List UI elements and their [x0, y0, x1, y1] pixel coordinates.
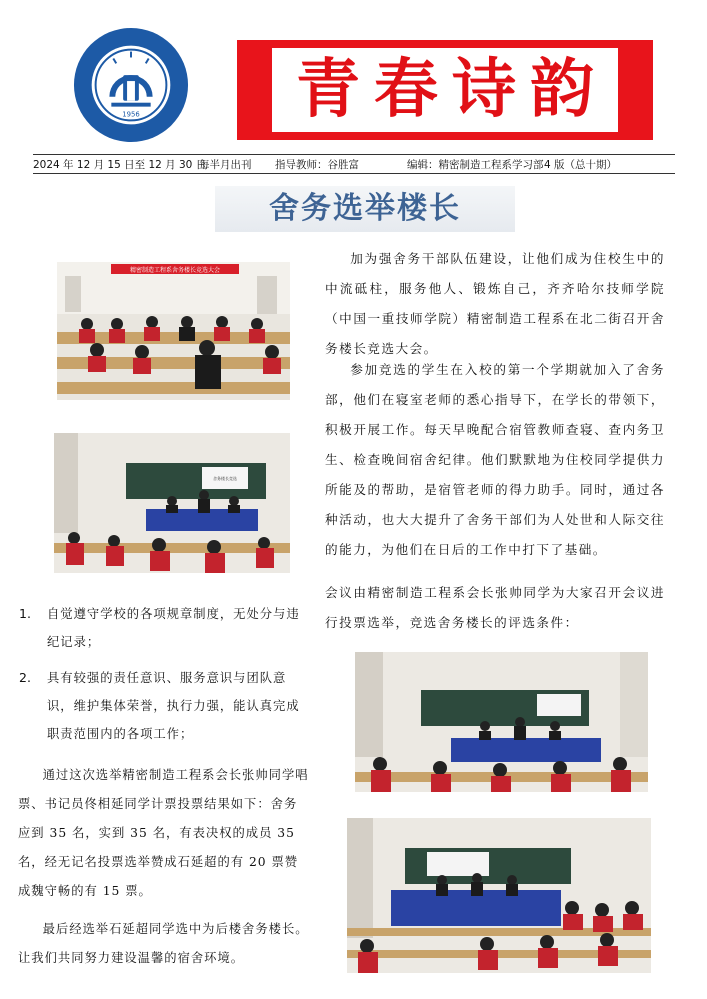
criteria-text: 自觉遵守学校的各项规章制度，无处分与违纪记录； [47, 607, 300, 649]
issue-frequency: 每半月出刊 [199, 159, 252, 171]
article-paragraph-3: 会议由精密制造工程系会长张帅同学为大家召开会议进行投票选举，竞选舍务楼长的评选条件： [325, 585, 665, 630]
meeting-photo-stage [54, 433, 290, 573]
criteria-item [19, 664, 309, 748]
svg-text:精密制造工程系舍务楼长竞选大会: 精密制造工程系舍务楼长竞选大会 [129, 267, 221, 274]
article-paragraph-2: 参加竞选的学生在入校的第一个学期就加入了舍务部，他们在寝室老师的悉心指导下，在学长的带领下，积极开展工作。每天早晚配合宿管教师查寝、查内务卫生、检查晚间宿舍纪律。他们默默地为住校同学提供力所能及的帮助，是宿管老师的得力助手。同时，通过各种活动，也大大提升了舍务干部们为人处世和人际交往的能力，为他们在日后的工作中打下了基础。 [325, 362, 665, 557]
meeting-photo-stage-2 [355, 652, 648, 792]
article-paragraph-4: 通过这次选举精密制造工程系会长张帅同学唱票、书记员佟相延同学计票投票结果如下：舍务应到 35 名，实到 35 名，有表决权的成员 35 名，经无记名投票选举赞成石延超的有 20 票赞成魏守畅的有 15 票。 [18, 768, 309, 898]
criteria-item [19, 600, 309, 656]
article-title: 舍务选举楼长 [215, 186, 515, 232]
meeting-photo-stage-3 [347, 818, 651, 973]
info-divider-top [33, 154, 675, 155]
meeting-photo-audience [57, 262, 290, 400]
editor: 编辑：精密制造工程系学习部 [407, 159, 544, 171]
issue-date: 2024 年 12 月 15 日至 12 月 30 日 [33, 159, 207, 171]
criteria-number: 1. [19, 606, 31, 621]
criteria-number: 2. [19, 670, 31, 685]
svg-text:1956: 1956 [122, 110, 140, 119]
criteria-list [19, 600, 309, 748]
advisor: 指导教师：谷胜富 [275, 159, 359, 171]
college-logo [72, 26, 190, 144]
newspaper-title: 青春诗韵 [272, 48, 618, 132]
criteria-text: 具有较强的责任意识、服务意识与团队意识，维护集体荣誉，执行力强，能认真完成职责范围内的各项工作； [47, 671, 300, 741]
svg-text:舍务楼长竞选: 舍务楼长竞选 [213, 476, 237, 481]
masthead-banner [237, 40, 653, 140]
info-divider-bottom [33, 173, 675, 174]
edition: 4 版（总十期） [544, 159, 618, 171]
article-paragraph-5: 最后经选举石延超同学选中为后楼舍务楼长。让我们共同努力建设温馨的宿舍环境。 [18, 922, 309, 965]
article-paragraph-1: 加为强舍务干部队伍建设，让他们成为住校生中的中流砥柱，服务他人、锻炼自己，齐齐哈尔技师学院（中国一重技师学院）精密制造工程系在北二街召开舍务楼长竞选大会。 [325, 251, 665, 356]
